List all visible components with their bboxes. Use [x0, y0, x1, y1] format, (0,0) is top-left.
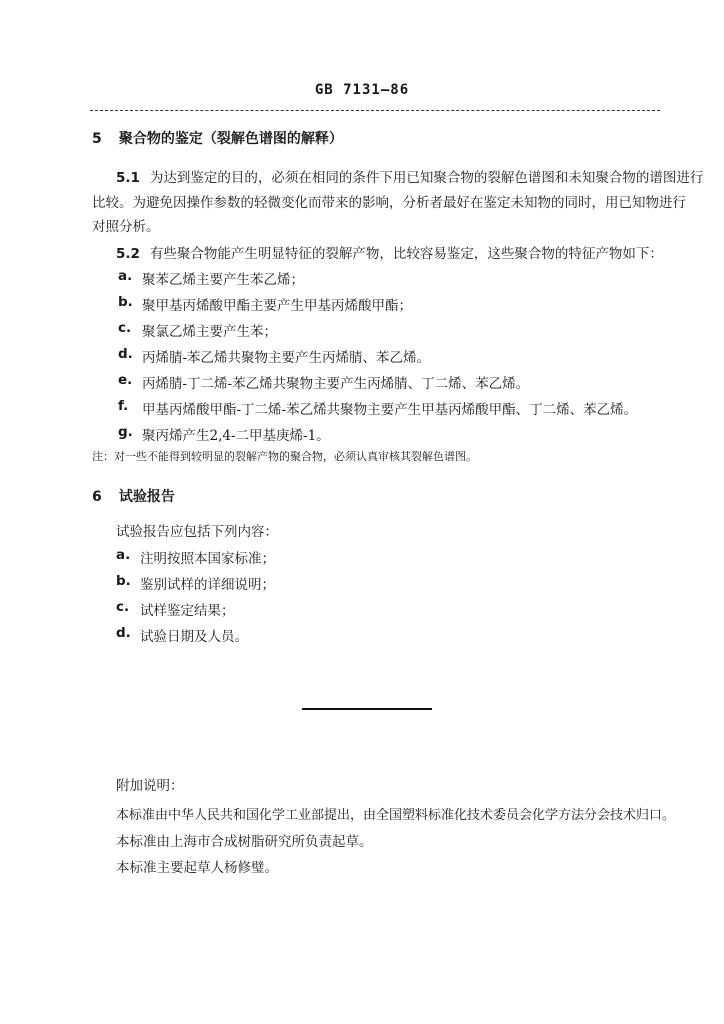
- appendix-line: 本标准主要起草人杨修璧。: [116, 860, 278, 876]
- section-5-number: 5: [92, 131, 102, 147]
- list-item-label: b.: [118, 294, 133, 310]
- section-6-intro: 试验报告应包括下列内容：: [116, 524, 278, 540]
- list-item: 甲基丙烯酸甲酯-丁二烯-苯乙烯共聚物主要产生甲基丙烯酸甲酯、丁二烯、苯乙烯。: [142, 402, 638, 418]
- list-item: 聚甲基丙烯酸甲酯主要产生甲基丙烯酸甲酯；: [142, 298, 412, 314]
- clause-5-2-number: 5.2: [116, 246, 140, 262]
- list-item-label: f.: [118, 398, 129, 414]
- list-item-label: c.: [116, 599, 130, 615]
- list-item-label: e.: [118, 372, 133, 388]
- list-item: 鉴别试样的详细说明；: [140, 577, 275, 593]
- header-rule: [90, 110, 660, 111]
- end-divider: [302, 708, 432, 710]
- section-6-heading: [92, 486, 175, 506]
- list-item-label: a.: [116, 547, 131, 563]
- clause-5-1-line-3: 对照分析。: [92, 219, 160, 235]
- section-6-number: 6: [92, 489, 102, 505]
- list-item-label: g.: [118, 424, 133, 440]
- list-item-label: a.: [118, 268, 133, 284]
- section-5-note: 注：对一些不能得到较明显的裂解产物的聚合物，必须认真审核其裂解色谱图。: [92, 450, 477, 463]
- clause-5-2: 5.2 有些聚合物能产生明显特征的裂解产物，比较容易鉴定，这些聚合物的特征产物如下：: [116, 246, 663, 262]
- list-item: 注明按照本国家标准；: [140, 551, 275, 567]
- list-item: 丙烯腈-丁二烯-苯乙烯共聚物主要产生丙烯腈、丁二烯、苯乙烯。: [142, 376, 530, 392]
- list-item: 丙烯腈-苯乙烯共聚物主要产生丙烯腈、苯乙烯。: [142, 350, 431, 366]
- list-item: 聚丙烯产生2,4-二甲基庚烯-1。: [142, 428, 330, 444]
- appendix-line: 本标准由中华人民共和国化学工业部提出，由全国塑料标准化技术委员会化学方法分会技术归口。: [116, 808, 676, 823]
- list-item-label: b.: [116, 573, 131, 589]
- list-item-label: d.: [116, 625, 131, 641]
- section-6-title: 试验报告: [118, 489, 175, 505]
- section-5-title: 聚合物的鉴定（裂解色谱图的解释）: [118, 131, 343, 147]
- appendix-title: 附加说明：: [116, 778, 184, 794]
- list-item: 聚苯乙烯主要产生苯乙烯；: [142, 272, 304, 288]
- section-5-heading: [92, 128, 343, 148]
- clause-5-1-line-1: 5.1 为达到鉴定的目的，必须在相同的条件下用已知聚合物的裂解色谱图和未知聚合物的谱图进行: [116, 170, 704, 186]
- list-item: 聚氯乙烯主要产生苯；: [142, 324, 277, 340]
- list-item: 试样鉴定结果；: [140, 603, 235, 619]
- clause-5-1-number: 5.1: [116, 170, 140, 186]
- document-code-header: GB 7131—86: [314, 82, 410, 98]
- list-item-label: d.: [118, 346, 133, 362]
- appendix-line: 本标准由上海市合成树脂研究所负责起草。: [116, 834, 373, 850]
- clause-5-1-line-2: 比较。为避免因操作参数的轻微变化而带来的影响，分析者最好在鉴定未知物的同时，用已知物进行: [92, 195, 686, 211]
- list-item-label: c.: [118, 320, 132, 336]
- list-item: 试验日期及人员。: [140, 629, 248, 645]
